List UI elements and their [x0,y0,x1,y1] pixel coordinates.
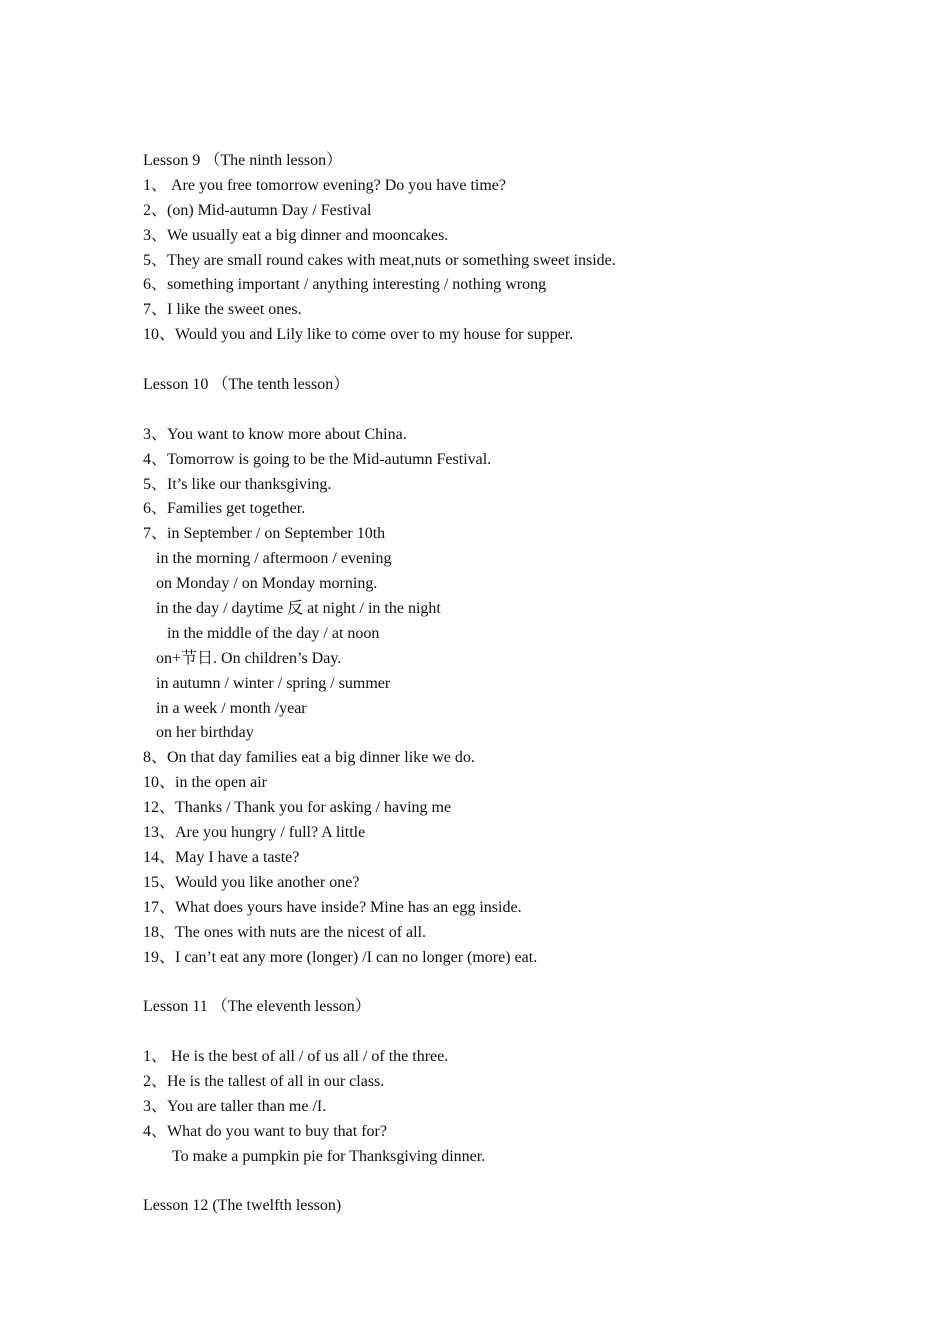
list-item: 19、I can’t eat any more (longer) /I can no longer (more) eat. [143,948,538,966]
list-item: 1、 Are you free tomorrow evening? Do you have time? [143,176,506,194]
list-item: 6、Families get together. [143,500,306,518]
list-item: 15、Would you like another one? [143,873,360,891]
spacer [143,1020,903,1045]
sub-list-item: in the day / daytime 反 at night / in the night [156,600,441,618]
list-item: 13、Are you hungry / full? A little [143,824,366,842]
lesson-9-heading: Lesson 9 （The ninth lesson） [143,152,343,169]
list-item: 3、You are taller than me /I. [143,1097,327,1115]
sub-list-item: on+节日. On children’s Day. [156,649,342,667]
list-item: 14、May I have a taste? [143,848,300,866]
document-page [143,149,903,1219]
sub-list-item: in autumn / winter / spring / summer [156,674,391,692]
sub-list-item: in the morning / aftermoon / evening [156,550,392,568]
sub-list-item: on her birthday [156,724,254,742]
spacer [143,348,903,373]
list-item: 4、What do you want to buy that for? [143,1122,387,1140]
sub-list-item: in the middle of the day / at noon [167,624,380,642]
list-item: 6、something important / anything interesting / nothing wrong [143,276,547,294]
spacer [143,970,903,995]
list-item: 8、On that day families eat a big dinner like we do. [143,749,475,767]
list-item: 2、(on) Mid-autumn Day / Festival [143,201,372,219]
list-item: 10、in the open air [143,774,267,792]
spacer [143,398,903,423]
list-item: 3、You want to know more about China. [143,425,407,443]
lesson-12-heading: Lesson 12 (The twelfth lesson) [143,1197,342,1215]
list-item: 2、He is the tallest of all in our class. [143,1072,385,1090]
list-item: 12、Thanks / Thank you for asking / having me [143,799,452,817]
list-item: 1、 He is the best of all / of us all / of the three. [143,1048,449,1066]
spacer [143,1170,903,1195]
lesson-11-heading: Lesson 11 （The eleventh lesson） [143,998,371,1016]
sub-list-item: on Monday / on Monday morning. [156,575,378,593]
list-item: 7、I like the sweet ones. [143,301,302,319]
list-item: 5、They are small round cakes with meat,nuts or something sweet inside. [143,251,616,269]
list-item: 5、It’s like our thanksgiving. [143,475,332,493]
lesson-10-heading: Lesson 10 （The tenth lesson） [143,376,350,394]
answer-line: To make a pumpkin pie for Thanksgiving dinner. [172,1147,486,1165]
list-item: 18、The ones with nuts are the nicest of all. [143,923,427,941]
sub-list-item: in a week / month /year [156,699,307,717]
list-item: 4、Tomorrow is going to be the Mid-autumn Festival. [143,450,492,468]
list-item: 3、We usually eat a big dinner and mooncakes. [143,226,449,244]
list-item: 10、Would you and Lily like to come over to my house for supper. [143,326,574,344]
list-item: 17、What does yours have inside? Mine has an egg inside. [143,898,522,916]
list-item: 7、in September / on September 10th [143,525,386,543]
